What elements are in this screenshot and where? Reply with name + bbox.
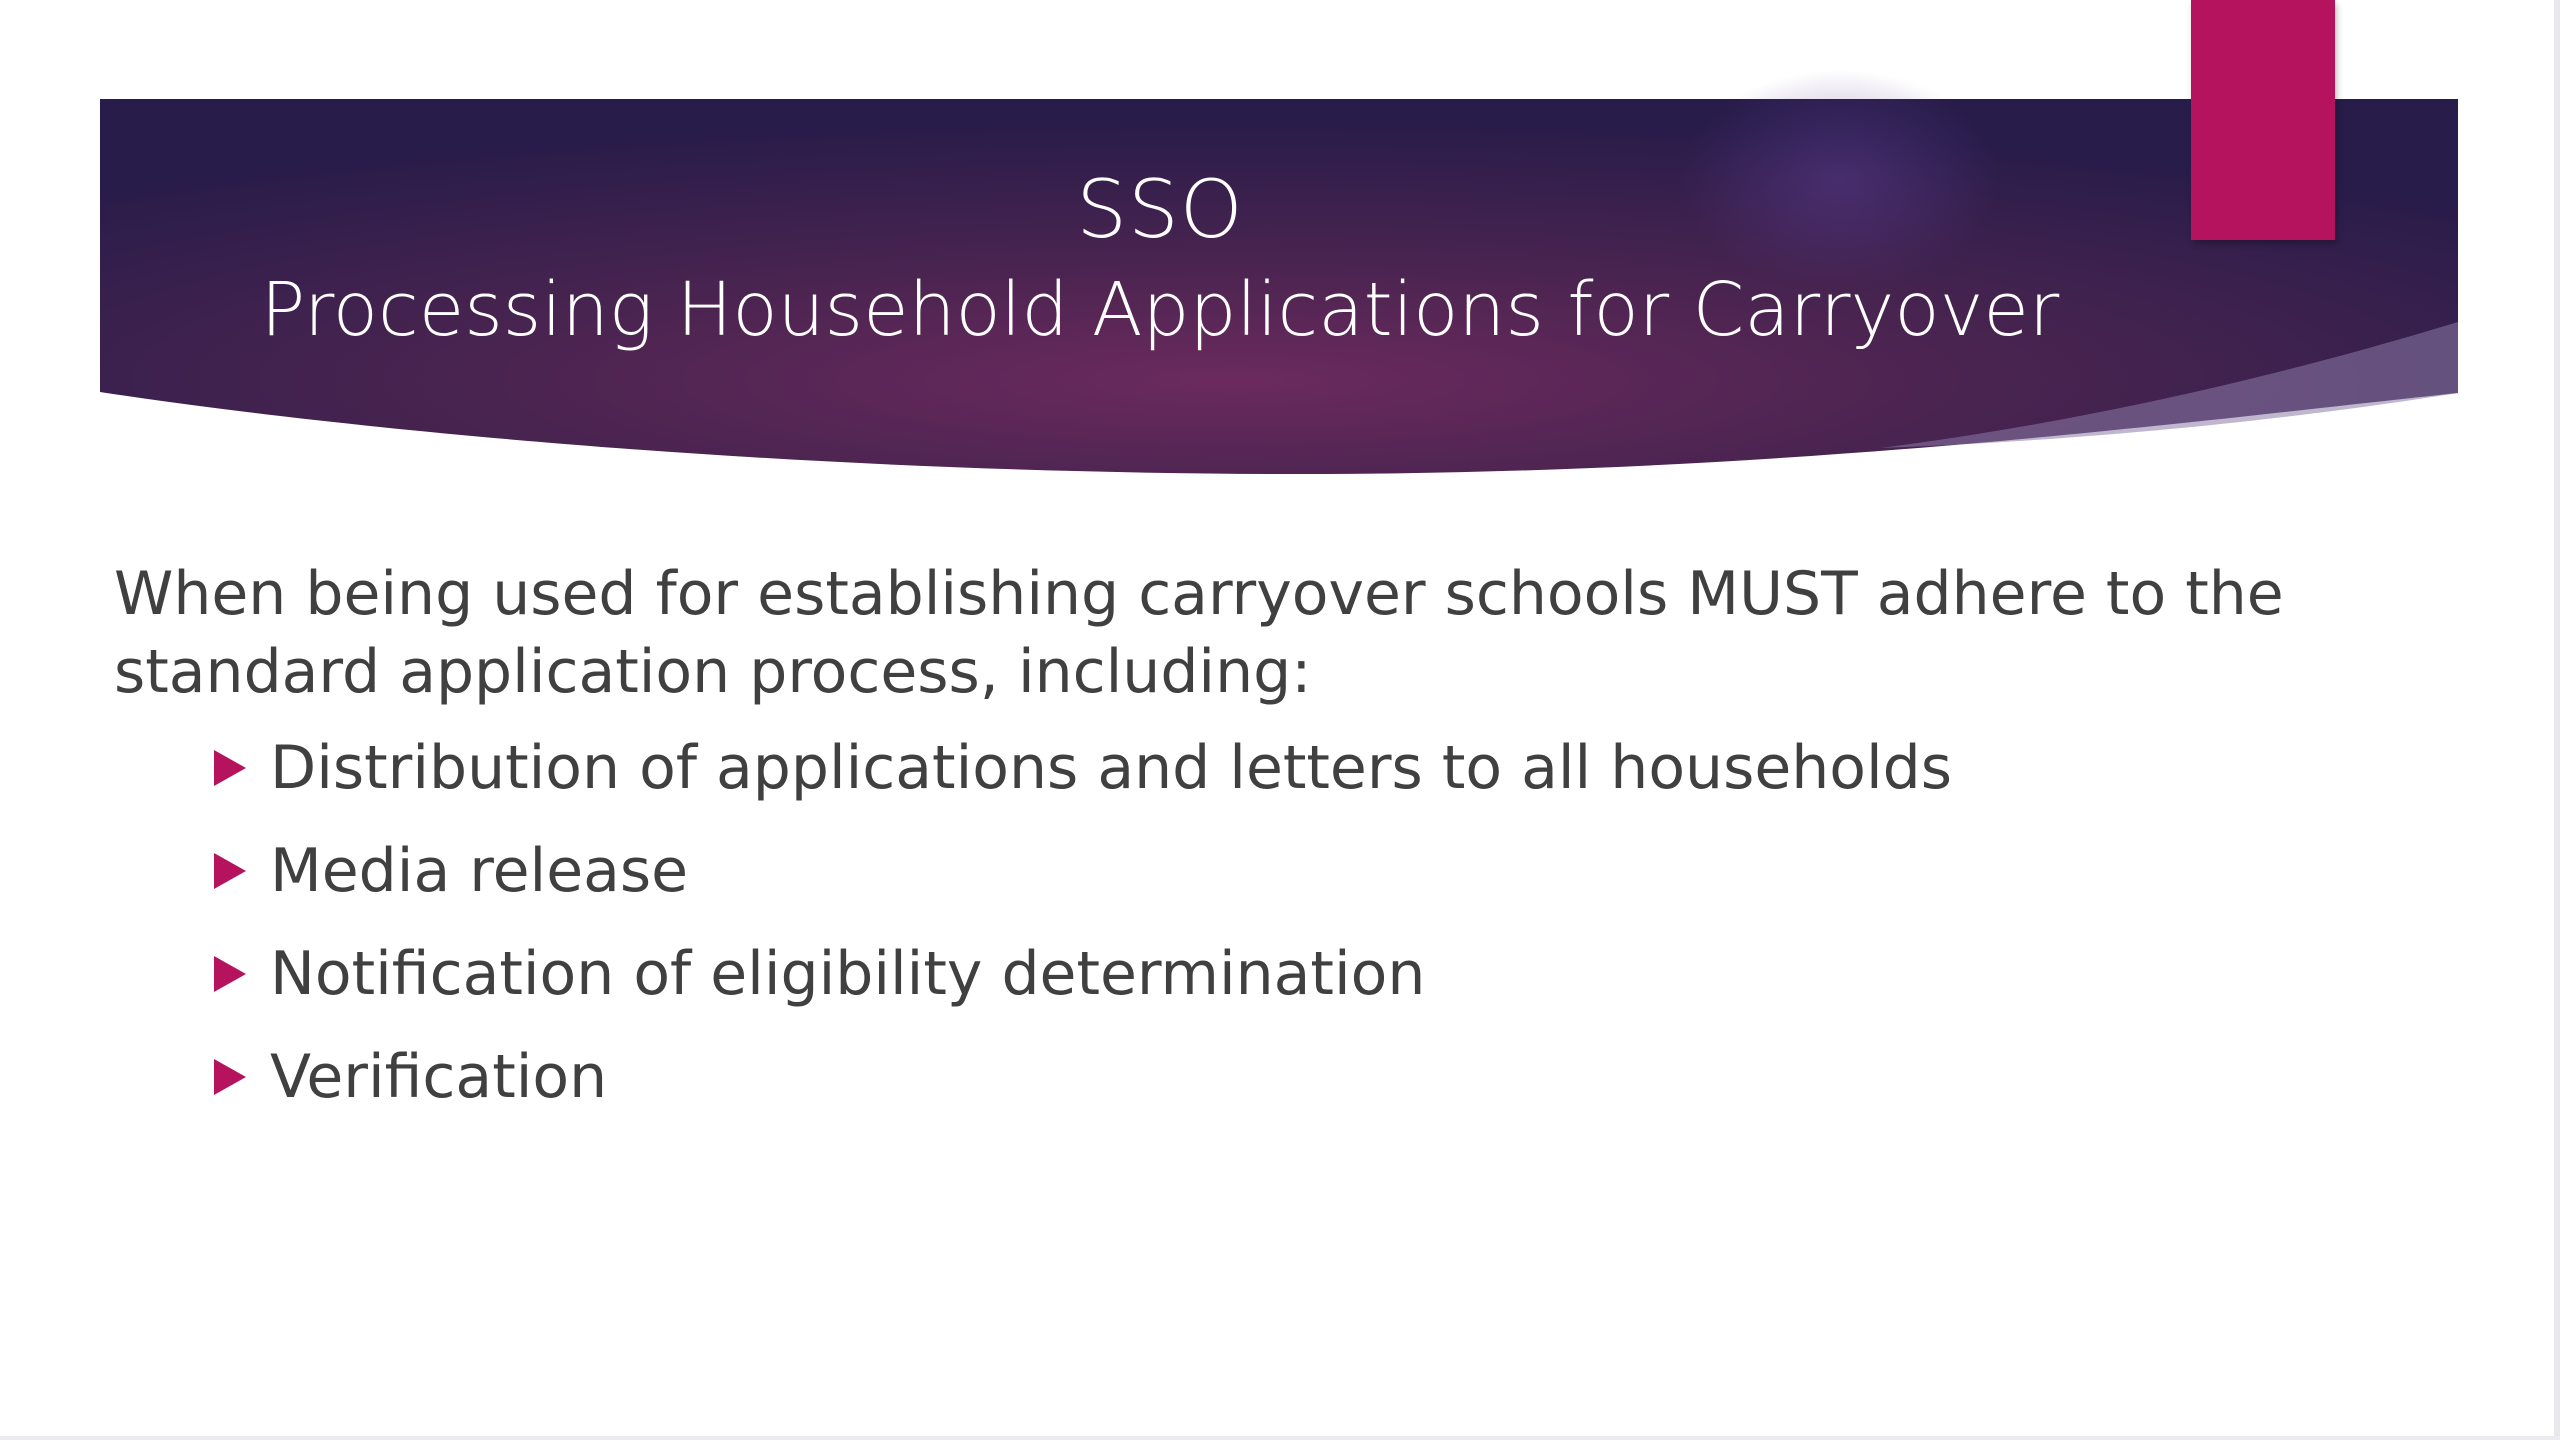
- list-item: [214, 832, 2444, 910]
- bullet-text: Distribution of applications and letters to all households: [270, 733, 1952, 803]
- slide-bottom-edge: [0, 1436, 2560, 1440]
- slide-title: [160, 160, 2160, 360]
- bullet-text: Verification: [270, 1042, 608, 1112]
- list-item: [214, 729, 2444, 807]
- list-item: [214, 1038, 2444, 1116]
- triangle-right-icon: [214, 1059, 246, 1095]
- list-item: [214, 935, 2444, 1013]
- intro-paragraph: When being used for establishing carryover schools MUST adhere to the standard application process, including:: [114, 559, 2284, 707]
- title-line-1: SSO: [1076, 163, 1244, 256]
- triangle-right-icon: [214, 750, 246, 786]
- slide-body: [114, 555, 2444, 1141]
- bullet-text: Media release: [270, 836, 689, 906]
- bullet-list: [114, 729, 2444, 1116]
- title-line-2: Processing Household Applications for Carryover: [260, 267, 2060, 353]
- accent-bar: [2191, 0, 2335, 240]
- slide-right-edge: [2554, 0, 2560, 1440]
- triangle-right-icon: [214, 956, 246, 992]
- triangle-right-icon: [214, 853, 246, 889]
- bullet-text: Notification of eligibility determination: [270, 939, 1426, 1009]
